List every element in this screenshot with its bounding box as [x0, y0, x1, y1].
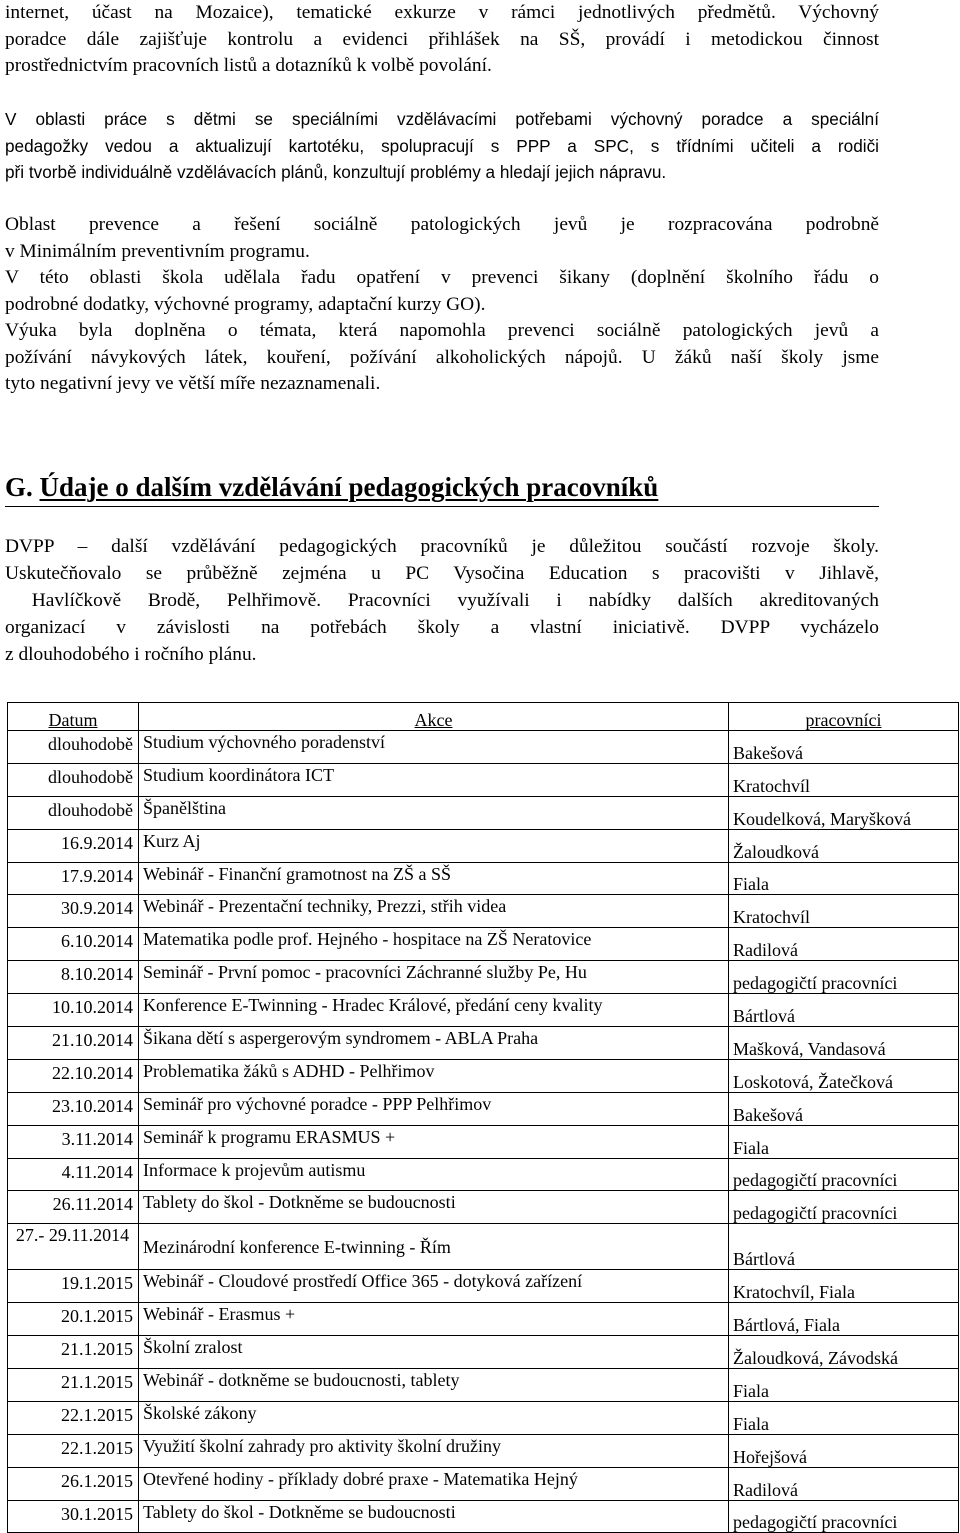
text-line: internet, účast na Mozaice), tematické exkurze v rámci jednotlivých předmětů. Výchovný: [5, 2, 879, 23]
cell-pracovnici: Radilová: [729, 1467, 959, 1500]
cell-akce: Tablety do škol - Dotkněme se budoucnosti: [139, 1191, 729, 1224]
cell-akce: Informace k projevům autismu: [139, 1158, 729, 1191]
cell-pracovnici: Bakešová: [729, 731, 959, 764]
cell-datum: 6.10.2014: [8, 928, 139, 961]
text-line: pedagožky vedou a aktualizují kartotéku, spolupracují s PPP a SPC, s třídními učiteli a rodiči: [5, 135, 879, 156]
table-row: [8, 763, 959, 796]
dvpp-table: [7, 702, 959, 1533]
cell-datum: 22.1.2015: [8, 1401, 139, 1434]
table-row: [8, 895, 959, 928]
text-line: DVPP – další vzdělávání pedagogických pracovníků je důležitou součástí rozvoje školy.: [5, 536, 879, 557]
table-row: [8, 1158, 959, 1191]
cell-pracovnici: Fiala: [729, 862, 959, 895]
cell-datum: 21.1.2015: [8, 1369, 139, 1402]
special-needs-paragraph: [5, 106, 879, 186]
cell-akce: Webinář - Finanční gramotnost na ZŠ a SŠ: [139, 862, 729, 895]
cell-datum: 21.1.2015: [8, 1336, 139, 1369]
cell-akce: Španělština: [139, 796, 729, 829]
cell-datum: 30.1.2015: [8, 1500, 139, 1533]
cell-akce: Mezinárodní konference E-twinning - Řím: [139, 1224, 729, 1270]
cell-datum: dlouhodobě: [8, 763, 139, 796]
cell-pracovnici: Fiala: [729, 1401, 959, 1434]
cell-pracovnici: Kratochvíl: [729, 763, 959, 796]
cell-akce: Webinář - Prezentační techniky, Prezzi, střih videa: [139, 895, 729, 928]
text-line: prostřednictvím pracovních listů a dotazníků k volbě povolání.: [5, 55, 492, 76]
cell-akce: Webinář - dotkněme se budoucnosti, tablety: [139, 1369, 729, 1402]
cell-pracovnici: Mašková, Vandasová: [729, 1027, 959, 1060]
cell-akce: Seminář - První pomoc - pracovníci Záchranné služby Pe, Hu: [139, 961, 729, 994]
table-row: [8, 1224, 959, 1270]
table-row: [8, 961, 959, 994]
cell-pracovnici: Bártlová, Fiala: [729, 1303, 959, 1336]
cell-datum: 20.1.2015: [8, 1303, 139, 1336]
cell-akce: Studium výchovného poradenství: [139, 731, 729, 764]
cell-akce: Kurz Aj: [139, 829, 729, 862]
table-row: [8, 1434, 959, 1467]
text-line: Oblast prevence a řešení sociálně patologických jevů je rozpracována podrobně: [5, 214, 879, 235]
table-row: [8, 1303, 959, 1336]
table-row: [8, 1467, 959, 1500]
text-line: Výuka byla doplněna o témata, která napomohla prevenci sociálně patologických jevů a: [5, 320, 879, 341]
cell-akce: Matematika podle prof. Hejného - hospitace na ZŠ Neratovice: [139, 928, 729, 961]
table-row: [8, 731, 959, 764]
cell-datum: 23.10.2014: [8, 1092, 139, 1125]
cell-akce: Šikana dětí s aspergerovým syndromem - ABLA Praha: [139, 1027, 729, 1060]
table-row: [8, 1059, 959, 1092]
table-row: [8, 1125, 959, 1158]
text-line: tyto negativní jevy ve větší míře nezaznamenali.: [5, 373, 381, 394]
text-line: podrobné dodatky, výchovné programy, adaptační kurzy GO).: [5, 293, 486, 315]
cell-datum: 3.11.2014: [8, 1125, 139, 1158]
cell-pracovnici: Bártlová: [729, 994, 959, 1027]
table-row: [8, 862, 959, 895]
table-body: [8, 731, 959, 1533]
cell-akce: Konference E-Twinning - Hradec Králové, předání ceny kvality: [139, 994, 729, 1027]
cell-datum: 8.10.2014: [8, 961, 139, 994]
table-row: [8, 1027, 959, 1060]
text-line: V této oblasti škola udělala řadu opatření v prevenci šikany (doplnění školního řádu o: [5, 267, 879, 288]
cell-pracovnici: Kratochvíl: [729, 895, 959, 928]
cell-pracovnici: Hořejšová: [729, 1434, 959, 1467]
table-row: [8, 1369, 959, 1402]
text-line: organizací v závislosti na potřebách školy a vlastní iniciativě. DVPP vycházelo: [5, 617, 879, 638]
cell-akce: Tablety do škol - Dotkněme se budoucnosti: [139, 1500, 729, 1533]
cell-pracovnici: Radilová: [729, 928, 959, 961]
cell-pracovnici: Žaloudková: [729, 829, 959, 862]
cell-datum: 26.11.2014: [8, 1191, 139, 1224]
table-row: [8, 1092, 959, 1125]
cell-pracovnici: Kratochvíl, Fiala: [729, 1270, 959, 1303]
cell-datum: 17.9.2014: [8, 862, 139, 895]
cell-datum: 19.1.2015: [8, 1270, 139, 1303]
header-datum: Datum: [8, 703, 139, 731]
intro-paragraph: [5, 0, 879, 80]
table-row: [8, 994, 959, 1027]
cell-pracovnici: Bártlová: [729, 1224, 959, 1270]
text-line: Havlíčkově Brodě, Pelhřimově. Pracovníci využívali i nabídky dalších akreditovaných: [5, 590, 879, 611]
cell-datum: 22.10.2014: [8, 1059, 139, 1092]
cell-akce: Školské zákony: [139, 1401, 729, 1434]
table-row: [8, 829, 959, 862]
prevention-paragraph: [5, 212, 879, 398]
cell-pracovnici: pedagogičtí pracovníci: [729, 961, 959, 994]
cell-datum: 26.1.2015: [8, 1467, 139, 1500]
text-line: poradce dále zajišťuje kontrolu a evidenci přihlášek na SŠ, provádí i metodickou činnost: [5, 28, 879, 50]
cell-akce: Školní zralost: [139, 1336, 729, 1369]
text-line: Uskutečňovalo se průběžně zejména u PC Vysočina Education s pracovišti v Jihlavě,: [5, 563, 879, 584]
cell-akce: Využití školní zahrady pro aktivity školní družiny: [139, 1434, 729, 1467]
table-row: [8, 1401, 959, 1434]
cell-datum: 4.11.2014: [8, 1158, 139, 1191]
cell-akce: Seminář k programu ERASMUS +: [139, 1125, 729, 1158]
text-line: požívání návykových látek, kouření, požívání alkoholických nápojů. U žáků naší školy jsme: [5, 346, 879, 368]
table-row: [8, 1191, 959, 1224]
cell-pracovnici: Fiala: [729, 1369, 959, 1402]
table-row: [8, 928, 959, 961]
cell-pracovnici: pedagogičtí pracovníci: [729, 1191, 959, 1224]
header-pracovnici: pracovníci: [729, 703, 959, 731]
cell-datum: dlouhodobě: [8, 796, 139, 829]
cell-akce: Webinář - Erasmus +: [139, 1303, 729, 1336]
cell-akce: Otevřené hodiny - příklady dobré praxe - Matematika Hejný: [139, 1467, 729, 1500]
text-line: v Minimálním preventivním programu.: [5, 240, 310, 262]
cell-datum: 22.1.2015: [8, 1434, 139, 1467]
cell-pracovnici: pedagogičtí pracovníci: [729, 1158, 959, 1191]
cell-akce: Webinář - Cloudové prostředí Office 365 - dotyková zařízení: [139, 1270, 729, 1303]
section-g-heading: [5, 470, 879, 507]
table-row: [8, 796, 959, 829]
table-row: [8, 1270, 959, 1303]
text-line: V oblasti práce s dětmi se speciálními vzdělávacími potřebami výchovný poradce a speciální: [5, 109, 879, 129]
cell-datum: 10.10.2014: [8, 994, 139, 1027]
cell-pracovnici: pedagogičtí pracovníci: [729, 1500, 959, 1533]
cell-datum: 27.- 29.11.2014: [8, 1224, 139, 1270]
section-title: Údaje o dalším vzdělávání pedagogických pracovníků: [39, 472, 659, 502]
cell-pracovnici: Loskotová, Žatečková: [729, 1059, 959, 1092]
cell-pracovnici: Bakešová: [729, 1092, 959, 1125]
cell-pracovnici: Koudelková, Maryšková: [729, 796, 959, 829]
table-header-row: [8, 703, 959, 731]
section-prefix: G.: [5, 472, 33, 502]
cell-datum: dlouhodobě: [8, 731, 139, 764]
cell-pracovnici: Fiala: [729, 1125, 959, 1158]
header-akce: Akce: [139, 703, 729, 731]
cell-datum: 30.9.2014: [8, 895, 139, 928]
cell-akce: Seminář pro výchovné poradce - PPP Pelhřimov: [139, 1092, 729, 1125]
cell-datum: 16.9.2014: [8, 829, 139, 862]
table-row: [8, 1500, 959, 1533]
dvpp-paragraph: [5, 533, 879, 668]
table-row: [8, 1336, 959, 1369]
cell-pracovnici: Žaloudková, Závodská: [729, 1336, 959, 1369]
cell-akce: Studium koordinátora ICT: [139, 763, 729, 796]
cell-datum: 21.10.2014: [8, 1027, 139, 1060]
text-line: při tvorbě individuálně vzdělávacích plánů, konzultují problémy a hledají jejich nápravu.: [5, 162, 667, 183]
text-line: z dlouhodobého i ročního plánu.: [5, 644, 257, 665]
cell-akce: Problematika žáků s ADHD - Pelhřimov: [139, 1059, 729, 1092]
